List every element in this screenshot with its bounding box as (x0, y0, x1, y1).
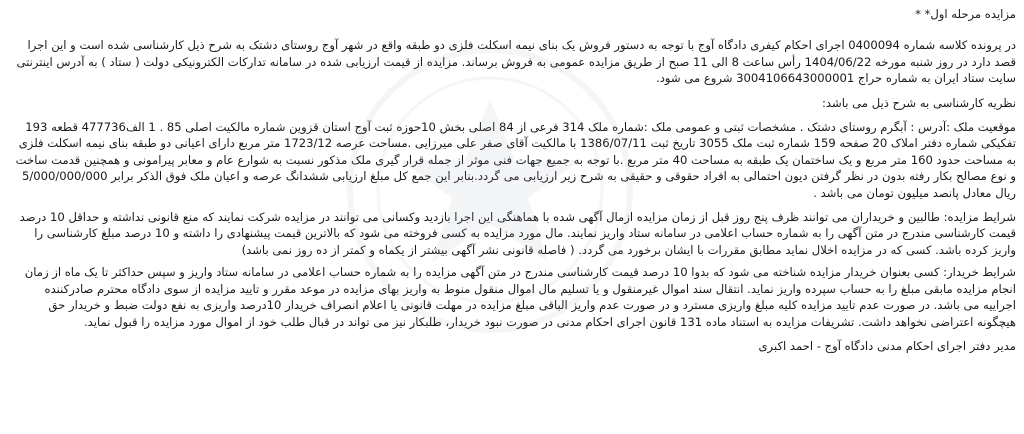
notice-intro: در پرونده کلاسه شماره 0400094 اجرای احکام کیفری دادگاه آوج با توجه به دستور فروش یک بنای نیمه اسکلت فلزی دو طبقه واقع در شهر آوج روستای دشتک به شرح ذیل کارشناسی شده است و این اجرا قصد دارد در روز شنبه مورخه 1404/06/22 رأس ساعت 8 الی 11 صبح از طریق مزایده عمومی به فروش برساند. مزایده از قیمت ارزیابی شده در سامانه تدارکات الکترونیکی دولت ( ستاد ) به آدرس اینترنتی سایت ستاد ایران به شماره حراج 3004106643000001 شروع می شود. (16, 38, 1016, 86)
auction-conditions: شرایط مزایده: طالبین و خریداران می توانند ظرف پنج روز قبل از زمان مزایده ازمال آگهی شده با هماهنگی این اجرا بازدید وکسانی می توانند در مزایده شرکت نمایند که منع قانونی نداشته و حداقل 10 درصد قیمت کارشناسی مندرج در متن آگهی را به شماره حساب اعلامی در سامانه ستاد واریز نمایند. مال مورد مزایده به کسی فروخته می شود که بالاترین قیمت پیشنهادی را داشته و 10 درصد مبلغ کارشناسی را واریز کرده باشد. کسی که در مزایده اخلال نماید مطابق مقررات با ایشان برخورد می گردد. ( فاصله قانونی نشر آگهی بیشتر از یکماه و کمتر از ده روز نمی باشد) (19, 210, 1016, 257)
buyer-conditions: شرایط خریدار: کسی بعنوان خریدار مزایده شناخته می شود که بدوا 10 درصد قیمت کارشناسی مندرج در متن آگهی مزایده را به شماره حساب اعلامی در سامانه ستاد واریز و سپس حداکثر تا یک ماه از زمان انجام مزایده مابقی مبلغ را به حساب سپرده واریز نماید. انتقال سند اموال غیرمنقول و یا تسلیم مال اموال منقول منوط به واریز بهای مزایده در موعد مقرر و تایید مزایده از سوی دادگاه محترم صادرکننده اجراییه می باشد. در صورت عدم تایید مزایده کلیه مبلغ واریزی مسترد و در صورت عدم واریز الباقی مبلغ مزایده در مهلت قانونی یا اعلام انصراف خریدار 10درصد واریزی به نفع دولت ضبط و خریدار حق هیچگونه اعتراضی نخواهد داشت. تشریفات مزایده به استناد ماده 131 قانون اجرای احکام مدنی در صورت نبود خریدار، طلبکار نیز می تواند در قبال طلب خود از اموال مورد مزایده را قبول نماید. (24, 265, 1016, 329)
property-description: موقعیت ملک :آدرس : آبگرم روستای دشتک . مشخصات ثبتی و عمومی ملک :شماره ملک 314 فرعی از 84 اصلی بخش 10حوزه ثبت آوج استان قزوین شماره مالکیت اصلی 85 . 1 الف477736 قطعه 193 تفکیکی شماره دفتر املاک 20 صفحه 159 شماره ثبت ملک 3055 تاریخ ثبت 1386/07/11 با مالکیت آقای صفر علی میرزایی .مساحت عرصه 1723/12 متر مربع دارای اعیانی دو طبقه بنای نیمه اسکلت فلزی به مساحت حدود 160 متر مربع و یک ساختمان یک طبقه به مساحت 40 متر مربع .با توجه به جمیع جهات فنی موثر از جمله قرار گیری ملک مذکور نسبت به شوارع عام و معابر پیرامونی و همچنین قدمت ساخت و نوع مصالح بکار رفته بدون در نظر گرفتن دیون احتمالی به افراد حقوقی و حقیقی به شرح زیر ارزیابی می گردد.بنابر این جمع کل مبلغ ارزیابی ششدانگ عرصه و اعیان ملک فوق الذکر برابر 5/000/000/000 ریال معادل پانصد میلیون تومان می باشد . (15, 120, 1016, 200)
signature-line: مدیر دفتر اجرای احکام مدنی دادگاه آوج - احمد اکبری (758, 338, 1016, 353)
expert-opinion-heading: نظریه کارشناسی به شرح ذیل می باشد: (821, 95, 1016, 110)
notice-title: مزایده مرحله اول* * (915, 7, 1016, 21)
